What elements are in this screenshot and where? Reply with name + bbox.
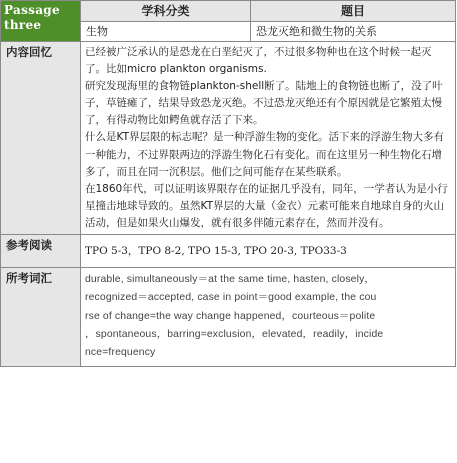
content-paragraph: 什么是KT界层限的标志呢？是一种浮游生物的变化。活下来的浮游生物大多有一种能力，不过界限两边的浮游生物化石有变化。而在这里另一种生物化石增多了，而且在同一沉积层。他们之间可能存在某些联系。 — [85, 131, 444, 178]
content-row — [1, 42, 456, 235]
vocab-line: recognized＝accepted, case in point＝good example, the cou — [85, 292, 377, 304]
vocab-line: nce=frequency — [85, 347, 156, 359]
topic-header: 题目 — [251, 1, 456, 22]
vocab-list — [81, 268, 456, 366]
content-label: 内容回忆 — [1, 42, 81, 235]
content-paragraph: 在1860年代，可以证明该界限存在的证据几乎没有，同年，一学者认为是小行星撞击地球导致的。虽然KT界层的大量（金衣）元素可能来自地球自身的火山活动，但是如果火山爆发，就有很多伴随元素存在，然而并没有。 — [85, 182, 448, 229]
content-paragraph: 已经被广泛承认的是恐龙在白垩纪灭了，不过很多物种也在这个时候一起灭了。比如micro plankton organisms. — [85, 46, 432, 76]
vocab-line: rse of change=the way change happened，courteous＝polite — [85, 310, 376, 322]
header-row — [1, 1, 456, 22]
vocab-line: ，spontaneous，barring=exclusion，elevated，readily，incide — [85, 328, 384, 340]
vocab-line: durable, simultaneously＝at the same time, hasten, closely， — [85, 274, 375, 286]
reference-row — [1, 235, 456, 268]
reference-value: TPO 5-3，TPO 8-2, TPO 15-3, TPO 20-3, TPO33-3 — [81, 235, 456, 268]
passage-label: Passage three — [1, 1, 81, 42]
topic-value: 恐龙灭绝和微生物的关系 — [251, 22, 456, 42]
vocab-label: 所考词汇 — [1, 268, 81, 366]
vocab-row — [1, 268, 456, 366]
content-recall — [81, 42, 456, 235]
content-paragraph: 研究发现海里的食物链plankton-shell断了。陆地上的食物链也断了，没了叶子，草链瘫了，结果导致恐龙灭绝。不过恐龙灭绝还有个原因就是它繁殖太慢了，有得动物比如鳄鱼就存活了下来。 — [85, 80, 443, 127]
reference-label: 参考阅读 — [1, 235, 81, 268]
category-header: 学科分类 — [81, 1, 251, 22]
category-value: 生物 — [81, 22, 251, 42]
